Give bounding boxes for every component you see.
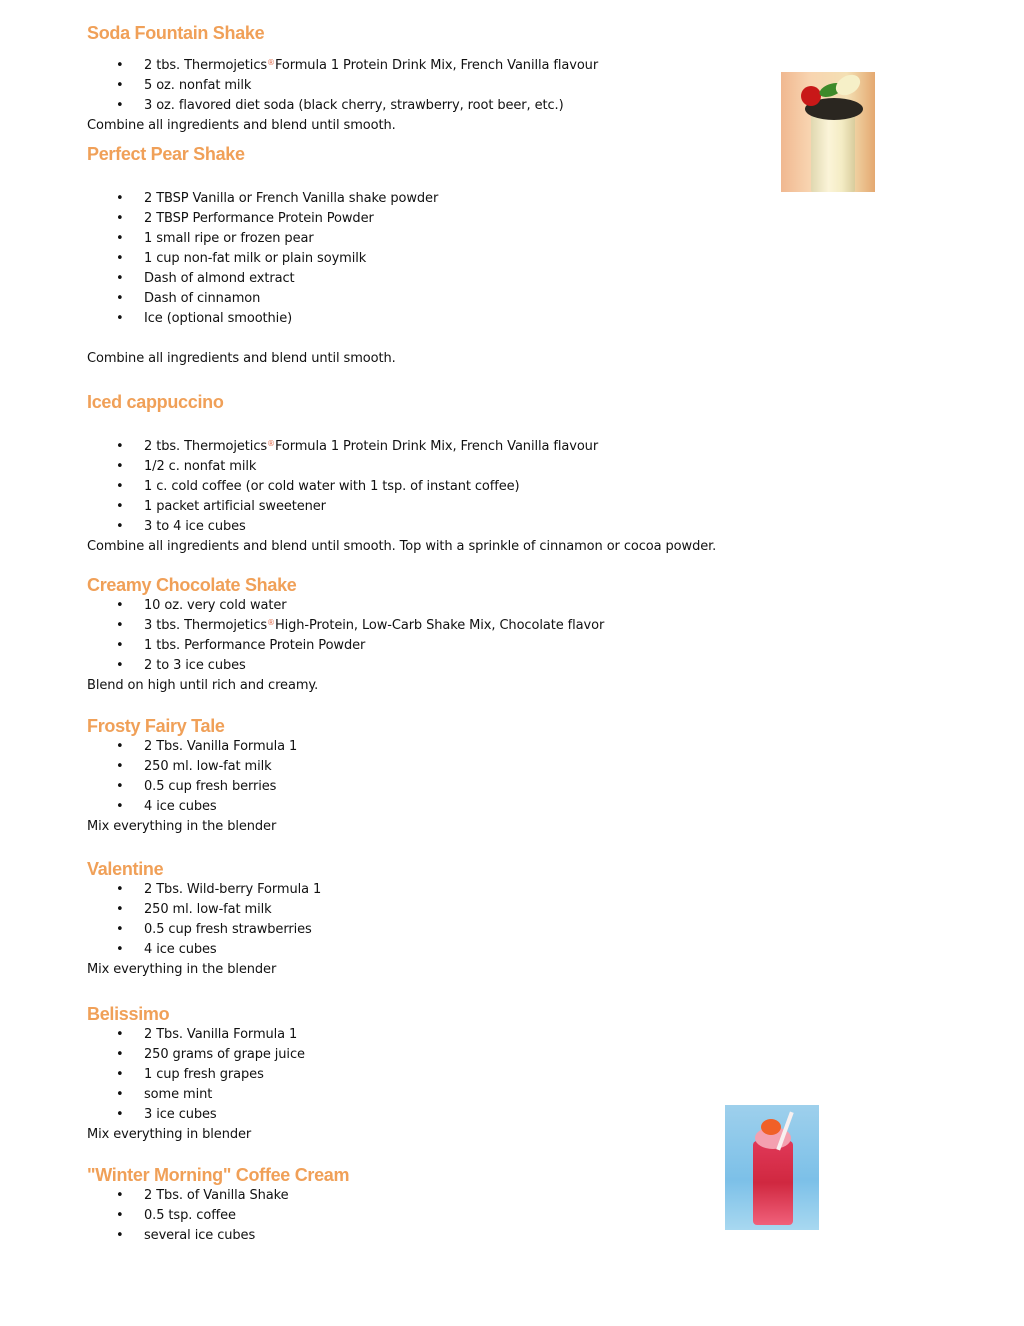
ingredient-item: • 2 to 3 ice cubes [87, 656, 787, 676]
ingredient-item: • 4 ice cubes [87, 940, 787, 960]
ingredient-item: • 2 TBSP Vanilla or French Vanilla shake powder [87, 189, 787, 209]
ingredient-item: • Ice (optional smoothie) [87, 309, 787, 329]
ingredient-text: Formula 1 Protein Drink Mix, French Vanilla flavour [274, 439, 599, 454]
registered-mark: ® [267, 439, 275, 448]
recipe-creamy-chocolate-shake [87, 574, 787, 696]
recipe-instructions: Combine all ingredients and blend until smooth. [87, 351, 396, 366]
recipe-title: "Winter Morning" Coffee Cream [87, 1165, 350, 1185]
ingredient-list [87, 189, 787, 329]
ingredient-item [87, 437, 787, 457]
ingredient-item: • 3 to 4 ice cubes [87, 517, 787, 537]
ingredient-text: 2 tbs. Thermojetics [144, 439, 268, 454]
shake-photo-cream [781, 72, 875, 192]
recipe-winter-morning-coffee-cream [87, 1164, 787, 1246]
ingredient-item: • several ice cubes [87, 1226, 787, 1246]
ingredient-item [87, 616, 787, 636]
ingredient-item: • 250 grams of grape juice [87, 1045, 787, 1065]
ingredient-item: • 250 ml. low-fat milk [87, 900, 787, 920]
fruit-garnish [832, 72, 864, 99]
ingredient-list [87, 737, 787, 817]
recipe-instructions: Mix everything in blender [87, 1127, 252, 1142]
recipe-instructions: Mix everything in the blender [87, 819, 277, 834]
ingredient-item: • 2 Tbs. Vanilla Formula 1 [87, 737, 787, 757]
ingredient-item: • 0.5 tsp. coffee [87, 1206, 787, 1226]
recipe-frosty-fairy-tale [87, 715, 787, 837]
ingredient-item [87, 56, 787, 76]
ingredient-item: • some mint [87, 1085, 787, 1105]
ingredient-item: • 3 ice cubes [87, 1105, 787, 1125]
ingredient-text: 2 tbs. Thermojetics [144, 58, 268, 73]
ingredient-item: • 2 Tbs. Wild-berry Formula 1 [87, 880, 787, 900]
recipe-perfect-pear-shake [87, 143, 787, 369]
ingredient-item: • 4 ice cubes [87, 797, 787, 817]
recipe-iced-cappuccino [87, 391, 787, 557]
recipe-title: Frosty Fairy Tale [87, 716, 225, 736]
ingredient-item: • 5 oz. nonfat milk [87, 76, 787, 96]
ingredient-list [87, 437, 787, 537]
ingredient-item: • 1 packet artificial sweetener [87, 497, 787, 517]
ingredient-text: 3 tbs. Thermojetics [144, 618, 268, 633]
recipe-instructions: Combine all ingredients and blend until smooth. Top with a sprinkle of cinnamon or cocoa powder. [87, 539, 717, 554]
recipe-title: Soda Fountain Shake [87, 23, 265, 43]
registered-mark: ® [267, 618, 275, 627]
recipe-instructions: Combine all ingredients and blend until smooth. [87, 118, 396, 133]
ingredient-item: • 3 oz. flavored diet soda (black cherry, strawberry, root beer, etc.) [87, 96, 787, 116]
ingredient-list [87, 880, 787, 960]
ingredient-item: • 0.5 cup fresh strawberries [87, 920, 787, 940]
recipe-soda-fountain-shake [87, 22, 787, 136]
recipe-title: Creamy Chocolate Shake [87, 575, 297, 595]
recipe-instructions: Blend on high until rich and creamy. [87, 678, 319, 693]
recipe-instructions: Mix everything in the blender [87, 962, 277, 977]
ingredient-list [87, 596, 787, 676]
recipe-title: Perfect Pear Shake [87, 144, 245, 164]
glass-shape [811, 110, 855, 192]
registered-mark: ® [267, 58, 275, 67]
ingredient-list [87, 56, 787, 116]
ingredient-text: High-Protein, Low-Carb Shake Mix, Chocolate flavor [274, 618, 605, 633]
ingredient-item: • 1 c. cold coffee (or cold water with 1 tsp. of instant coffee) [87, 477, 787, 497]
ingredient-item: • 1 small ripe or frozen pear [87, 229, 787, 249]
ingredient-item: • 1 tbs. Performance Protein Powder [87, 636, 787, 656]
ingredient-item: • Dash of almond extract [87, 269, 787, 289]
ingredient-item: • 1/2 c. nonfat milk [87, 457, 787, 477]
berry-garnish [801, 86, 821, 106]
ingredient-item: • 2 TBSP Performance Protein Powder [87, 209, 787, 229]
ingredient-item: • 2 Tbs. of Vanilla Shake [87, 1186, 787, 1206]
ingredient-list [87, 1186, 787, 1246]
ingredient-item: • 1 cup fresh grapes [87, 1065, 787, 1085]
recipe-title: Belissimo [87, 1004, 170, 1024]
ingredient-text: Formula 1 Protein Drink Mix, French Vanilla flavour [274, 58, 599, 73]
recipe-title: Iced cappuccino [87, 392, 224, 412]
recipe-title: Valentine [87, 859, 164, 879]
ingredient-item: • 0.5 cup fresh berries [87, 777, 787, 797]
ingredient-item: • 10 oz. very cold water [87, 596, 787, 616]
ingredient-item: • 250 ml. low-fat milk [87, 757, 787, 777]
recipe-valentine [87, 858, 787, 980]
ingredient-item: • 1 cup non-fat milk or plain soymilk [87, 249, 787, 269]
ingredient-item: • 2 Tbs. Vanilla Formula 1 [87, 1025, 787, 1045]
ingredient-list [87, 1025, 787, 1125]
recipe-belissimo [87, 1003, 787, 1145]
ingredient-item: • Dash of cinnamon [87, 289, 787, 309]
